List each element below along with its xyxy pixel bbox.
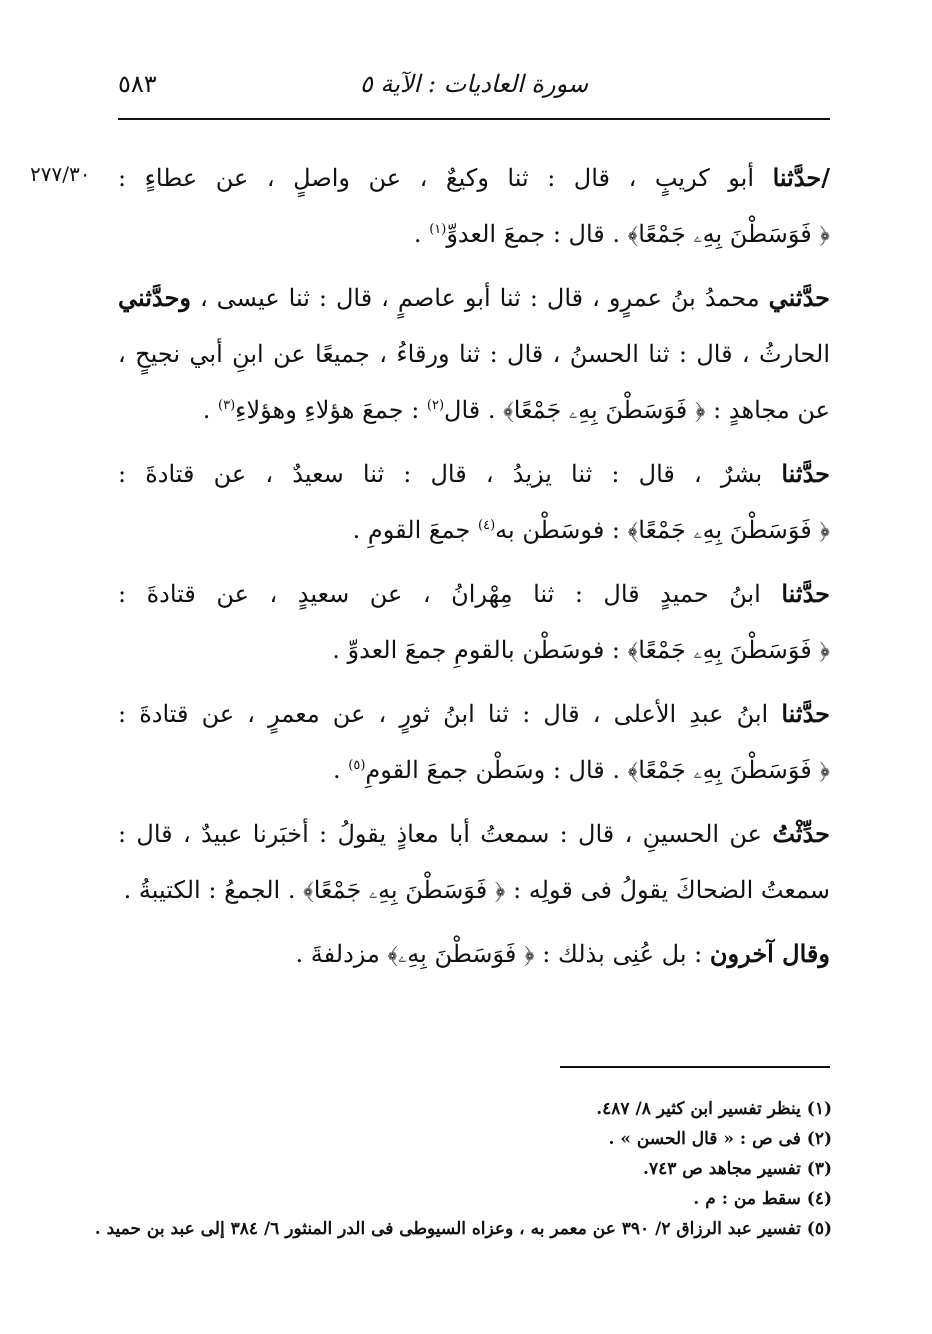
footnote-item: (١) ينظر تفسير ابن كثير ٨/ ٤٨٧. — [596, 1099, 832, 1119]
paragraph-text: . — [333, 756, 349, 784]
paragraph-text: ابنُ حميدٍ قال : ثنا مِهْرانُ ، عن سعيدٍ ، عن قتادةَ : — [118, 580, 782, 608]
paragraph-text: جمعَ القومِ . — [352, 516, 479, 544]
quran-quote: ﴿ فَوَسَطْنَ بِهِۦ جَمْعًا﴾ — [627, 516, 830, 544]
footnote-marker[interactable]: (٥) — [348, 758, 366, 773]
footnote-rule — [560, 1066, 830, 1068]
footnote-item: (٥) تفسير عبد الرزاق ٢/ ٣٩٠ عن معمر به ، وعزاه السيوطى فى الدر المنثور ٦/ ٣٨٤ إلى عبد بن حميد . — [94, 1219, 832, 1239]
paragraph-text: بشرٌ ، قال : ثنا يزيدُ ، قال : ثنا سعيدٌ ، عن قتادةَ : — [118, 460, 782, 488]
paragraph-3 — [118, 446, 830, 558]
paragraph-text: : بل عُنِى بذلك : — [534, 940, 710, 968]
footnote-marker[interactable]: (٢) — [426, 398, 445, 413]
paragraph-5 — [118, 686, 830, 798]
paragraph-text: محمدُ بنُ عمرٍو ، قال : ثنا أبو عاصمٍ ، قال : ثنا عيسى ، — [190, 284, 769, 312]
header-rule — [118, 118, 830, 120]
footnote-marker[interactable]: (١) — [429, 222, 447, 237]
paragraph-lead: حدَّثنا — [781, 579, 830, 608]
paragraph-text: مزدلفةَ . — [295, 940, 388, 968]
quran-quote: ﴿ فَوَسَطْنَ بِهِۦ﴾ — [387, 940, 535, 968]
paragraph-text: عن الحسينِ ، قال : سمعتُ أبا معاذٍ يقولُ : أخبَرنا عبيدٌ ، قال : سمعتُ الضحاكَ يقولُ فى قولِه : — [118, 820, 830, 904]
paragraph-7 — [118, 926, 830, 982]
paragraph-text: . الجمعُ : الكتيبةُ . — [123, 876, 304, 904]
footnote-marker[interactable]: (٤) — [478, 518, 496, 533]
paragraph-text: . قال : وسَطْن جمعَ القومِ — [365, 756, 628, 784]
main-text — [118, 150, 830, 990]
paragraph-lead: حدَّثنا — [781, 699, 830, 728]
margin-reference: ٢٧٧/٣٠ — [30, 162, 91, 186]
paragraph-lead: حدَّثني — [768, 283, 830, 312]
quran-quote: ﴿ فَوَسَطْنَ بِهِۦ جَمْعًا﴾ — [627, 220, 830, 248]
footnotes — [94, 1094, 832, 1244]
paragraph-text: أبو كريبٍ ، قال : ثنا وكيعٌ ، عن واصلٍ ، عن عطاءٍ : — [118, 164, 773, 192]
paragraph-4 — [118, 566, 830, 678]
paragraph-text: الحارثُ ، قال : ثنا الحسنُ ، قال : ثنا ورقاءُ ، جميعًا عن ابنِ أبي نجيحٍ ، عن مجاهدٍ : — [118, 340, 830, 424]
paragraph-lead: /حدَّثنا — [772, 163, 830, 192]
footnote-item: (٤) سقط من : م . — [693, 1189, 832, 1209]
paragraph-text: . — [202, 396, 219, 424]
paragraph-text: ابنُ عبدِ الأعلى ، قال : ثنا ابنُ ثورٍ ، عن معمرٍ ، عن قتادةَ : — [118, 700, 782, 728]
paragraph-text: . — [413, 220, 430, 248]
paragraph-1 — [118, 150, 830, 262]
quran-quote: ﴿ فَوَسَطْنَ بِهِۦ جَمْعًا﴾ — [503, 396, 706, 424]
paragraph-lead: وحدَّثني — [118, 283, 191, 312]
paragraph-text: : فوسَطْن به — [495, 516, 628, 544]
quran-quote: ﴿ فَوَسَطْنَ بِهِۦ جَمْعًا﴾ — [627, 636, 830, 664]
paragraph-text: : جمعَ هؤلاءِ وهؤلاءِ — [235, 396, 427, 424]
footnote-marker[interactable]: (٣) — [218, 398, 236, 413]
running-title: سورة العاديات : الآية ٥ — [359, 70, 589, 98]
footnote-item: (٢) فى ص : « قال الحسن » . — [608, 1129, 832, 1149]
paragraph-text: : فوسَطْن بالقومِ جمعَ العدوِّ . — [332, 636, 628, 664]
paragraph-lead: وقال آخرون — [709, 939, 830, 968]
footnote-item: (٣) تفسير مجاهد ص ٧٤٣. — [643, 1159, 832, 1179]
paragraph-6 — [118, 806, 830, 918]
paragraph-2 — [118, 270, 830, 438]
page-number: ٥٨٣ — [118, 70, 157, 98]
paragraph-text: . قال : جمعَ العدوِّ — [446, 220, 628, 248]
paragraph-lead: حدَّثنا — [781, 459, 830, 488]
quran-quote: ﴿ فَوَسَطْنَ بِهِۦ جَمْعًا﴾ — [627, 756, 830, 784]
page-header — [118, 62, 830, 114]
quran-quote: ﴿ فَوَسَطْنَ بِهِۦ جَمْعًا﴾ — [303, 876, 506, 904]
paragraph-text: . قال — [444, 396, 504, 424]
paragraph-lead: حدِّثْتُ — [772, 819, 830, 848]
